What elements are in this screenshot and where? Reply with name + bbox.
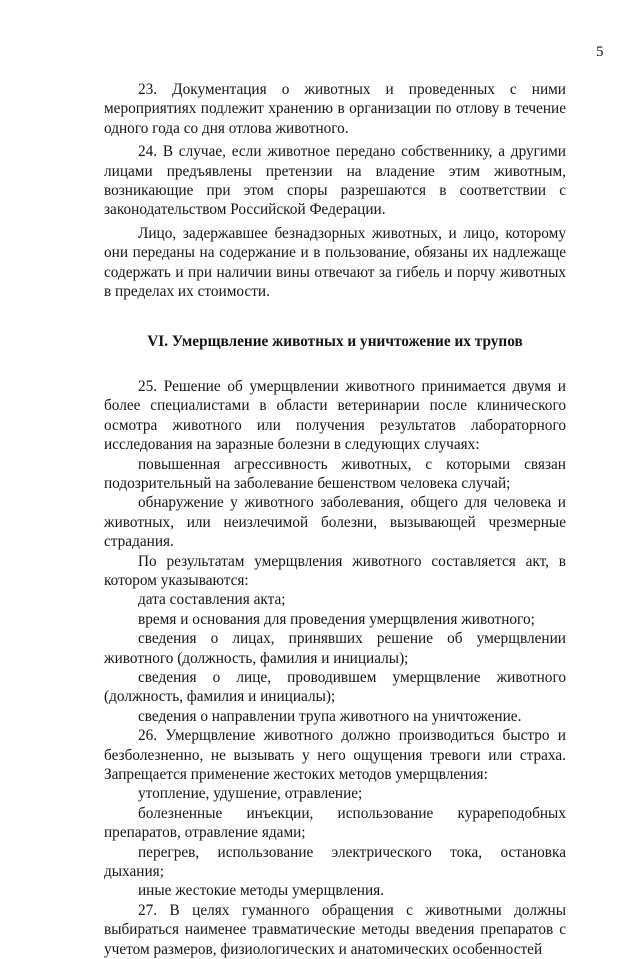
list-item: иные жестокие методы умерщвления. (138, 882, 385, 900)
list-item: обнаружение у животного заболевания, общего для человека и животных, или неизлечимой болезни, вызывающей чрезмерные страдания. (104, 494, 566, 551)
list-item: сведения о лицах, принявших решение об умерщвлении животного (должность, фамилия и инициалы); (104, 630, 566, 667)
list-item: сведения о направлении трупа животного на уничтожение. (138, 707, 522, 725)
list-item: утопление, удушение, отравление; (138, 785, 363, 803)
list-item: повышенная агрессивность животных, с которыми связан подозрительный на заболевание бешенством человека случай; (104, 455, 566, 492)
list-item: болезненные инъекции, использование курареподобных препаратов, отравление ядами; (104, 804, 566, 842)
paragraph-26: 26. Умерщвление животного должно производиться быстро и безболезненно, не вызывать у него ощущения тревоги или страха. Запрещается применение жестоких методов умерщвления: (104, 727, 566, 783)
page-number: 5 (596, 44, 604, 60)
paragraph-25: 25. Решение об умерщвлении животного принимается двумя и более специалистами в области ветеринарии после клинического осмотра животного или получения результатов лабораторного исследования на заразные болезни в следующих случаях: (104, 377, 566, 454)
list-item: время и основания для проведения умерщвления животного; (138, 610, 535, 628)
paragraph-23: 23. Документация о животных и проведенных с ними мероприятиях подлежит хранению в организации по отлову в течение одного года со дня отлова животного. (104, 81, 566, 137)
list-item: перегрев, использование электрического тока, остановка дыхания; (104, 843, 566, 881)
document-body (104, 80, 566, 959)
paragraph-27: 27. В целях гуманного обращения с животными должны выбираться наименее травматические методы введения препаратов с учетом размеров, физиологических и анатомических особенностей (104, 901, 566, 958)
list-item: дата составления акта; (138, 591, 286, 609)
paragraph-24-continuation: Лицо, задержавшее безнадзорных животных, и лицо, которому они переданы на содержание и в пользование, обязаны их надлежаще содержать и при наличии вины отвечают за гибель и порчу животных в пределах их стоимости. (104, 224, 566, 301)
section-heading: VI. Умерщвление животных и уничтожение их трупов (147, 333, 523, 351)
list-item: сведения о лице, проводившем умерщвление животного (должность, фамилия и инициалы); (104, 668, 566, 706)
paragraph-24: 24. В случае, если животное передано собственнику, а другими лицами предъявлены претензии на владение этим животным, возникающие при этом споры разрешаются в соответствии с законодательством Российской Федерации. (104, 143, 566, 219)
paragraph-25-act: По результатам умерщвления животного составляется акт, в котором указываются: (104, 552, 566, 589)
